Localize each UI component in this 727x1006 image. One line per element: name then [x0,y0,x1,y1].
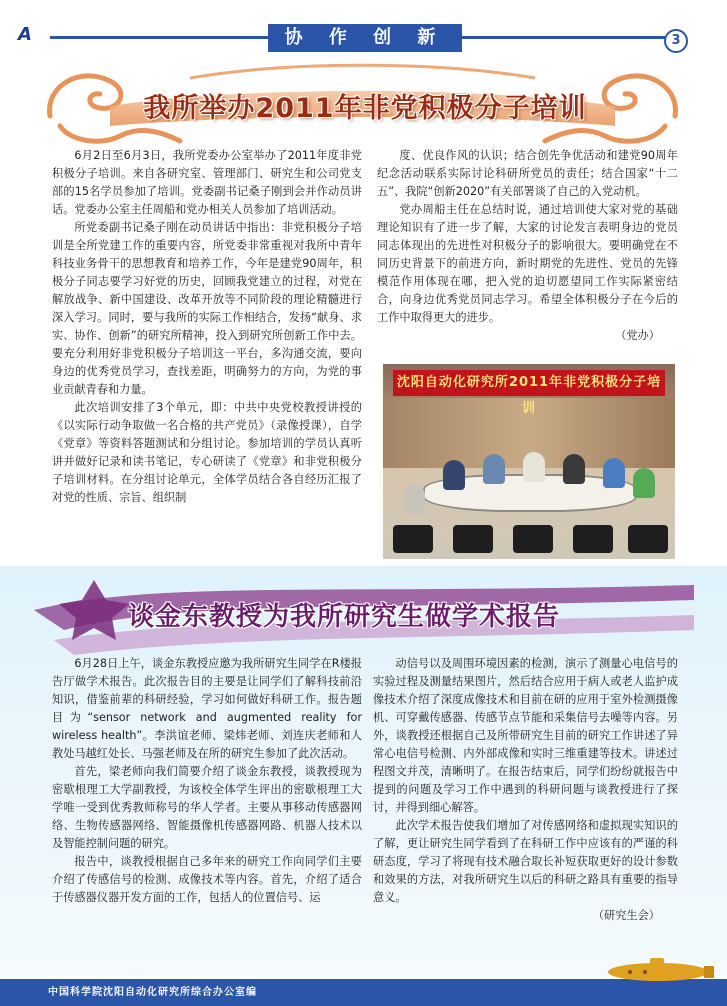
article2-signature: （研究生会） [592,909,660,922]
article2-column-right [373,655,678,925]
photo-chair [393,525,433,553]
article2-paragraph: 报告中，谈教授根据自己多年来的研究工作向同学们主要介绍了传感信号的检测、成像技术等内容。首先，介绍了适合于传感器仪器开发方面的工作，包括人的位置信号、运 [52,855,362,904]
institute-logo: A [18,24,32,45]
article1-paragraph: 度、优良作风的认识；结合创先争优活动和建党90周年纪念活动联系实际讨论科研所党员的责任；结合国家“十二五”、我院“创新2020”有关部署谈了自己的入党动机。 [377,149,678,198]
article1-column-right [377,147,678,345]
photo-person [603,458,625,488]
article1-paragraph: 此次培训安排了3个单元，即：中共中央党校教授讲授的《以实际行动争取做一名合格的共产党员》（录像授课），自学《党章》等资料答题测试和分组讨论。参加培训的学员认真听讲并做好记录和读书笔记，专心研读了《党章》和非党积极分子培训材料。在分组讨论单元，全体学员结合各自经历汇报了对党的性质、宗旨、组织制 [52,401,362,504]
article2-paragraph: 此次学术报告使我们增加了对传感网络和虚拟现实知识的了解，更让研究生同学看到了在科研工作中应该有的严谨的科研态度，学习了将现有技术融合取长补短获取更好的设计参数和效果的方法，对我所研究生以后的科研之路具有重要的指导意义。 [373,819,678,904]
photo-chair [453,525,493,553]
photo-person [403,484,425,514]
photo-person [443,460,465,490]
article1-title: 我所举办2011年非党积极分子培训 [143,93,587,124]
article2-column-left [52,655,362,907]
photo-person [523,452,545,482]
article2-paragraph: 6月28日上午，谈金东教授应邀为我所研究生同学在R楼报告厅做学术报告。此次报告目的主要是让同学们了解科技前沿知识，借鉴前辈的科研经验，学习如何做好科研工作。报告题目为“sensor network and augmented reality for wireless health”。李洪谊老师、梁炜老师、刘连庆老师和人教处马越红处长、马强老师及在所的研究生参加了此次活动。 [52,657,362,760]
article1-paragraph: 所党委副书记桑子刚在动员讲话中指出：非党积极分子培训是全所党建工作的重要内容，所党委非常重视对我所中青年科技业务骨干的思想教育和培养工作，今年是建党90周年，积极分子同志要学习好党的历史，回顾我党建立的过程，对党在解放战争、新中国建设、改革开放等不同阶段的理论精髓进行深入学习。同时，要与我所的实际工作相结合，发扬“献身、求实、协作、创新”的研究所精神，投入到研究所创新工作中去。要充分利用好非党积极分子培训这一平台，多沟通交流，要向身边的优秀党员学习，查找差距，明确努力的方向，为党的事业贡献青春和力量。 [52,221,362,396]
article1-column-left [52,147,362,507]
photo-chair [513,525,553,553]
article2-paragraph: 动信号以及周围环境因素的检测，演示了测量心电信号的实验过程及测量结果图片，然后结合应用于病人或老人监护成像技术介绍了深度成像技术和目前在研的应用于室外检测摄像机、可穿戴传感器、传感节点节能和采集信号去噪等内容。另外，谈教授还根据自己及所带研究生目前的研究工作讲述了异常心电信号检测、内外部成像和实时三维重建等技术。讲述过程图文并茂，清晰明了。在报告结束后，同学们纷纷就报告中提到的问题及学习工作中遇到的科研问题与谈教授进行了探讨，并得到细心解答。 [373,657,678,814]
photo-person [563,454,585,484]
swoosh-star [59,580,129,640]
article1-paragraph: 党办周船主任在总结时说，通过培训使大家对党的基础理论知识有了进一步了解，大家的讨论发言表明身边的党员同志体现出的先进性对积极分子的影响很大。要明确党在不同历史背景下的前进方向，新时期党的先进性、党员的先锋模范作用体现在哪，把入党的迫切愿望同工作实际紧密结合，向身边优秀党员同志学习。希望全体积极分子在今后的工作中取得更大的进步。 [377,203,678,324]
photo-person [483,454,505,484]
training-photo [383,364,675,559]
article1-paragraph: 6月2日至6月3日，我所党委办公室举办了2011年度非党积极分子培训。来自各研究室、管理部门、研究生和公司党支部的15名学员参加了培训。党委副书记桑子刚到会并作动员讲话。党委办公室主任周船和党办相关人员参加了培训活动。 [52,149,362,216]
ornament-top-flourish [190,65,535,78]
footer-text: 中国科学院沈阳自动化研究所综合办公室编 [48,987,257,998]
page-number: 3 [664,29,688,53]
photo-person [633,468,655,498]
photo-chair [628,525,668,553]
photo-chair [573,525,613,553]
article2-paragraph: 首先，梁老师向我们简要介绍了谈金东教授，谈教授现为密歇根理工大学副教授，为该校全体学生评出的密歇根理工大学唯一受到优秀教师称号的华人学者。主要从事移动传感器网络、生物传感器网络、智能摄像机传感器网路、机器人技术以及智能控制问题的研究。 [52,765,362,850]
submarine-icon [600,954,718,984]
section-title: 协 作 创 新 [268,24,462,52]
photo-banner: 沈阳自动化研究所2011年非党积极分子培训 [393,370,665,396]
article2-title: 谈金东教授为我所研究生做学术报告 [128,602,561,632]
article1-signature: （党办） [615,329,660,342]
